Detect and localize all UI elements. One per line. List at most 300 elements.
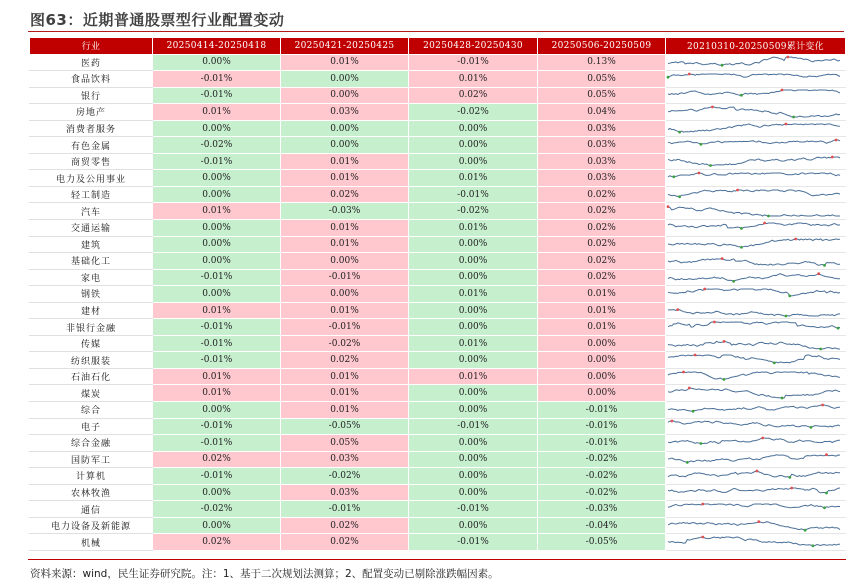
table-row (30, 534, 846, 551)
sparkline-graphic (666, 105, 842, 119)
change-cell-3: 0.00% (409, 153, 538, 170)
change-cell-3: 0.01% (409, 71, 538, 88)
sparkline-graphic (666, 337, 842, 351)
sparkline-high-marker (713, 321, 716, 324)
table-row (30, 286, 846, 303)
change-cell-2: 0.00% (281, 286, 409, 303)
change-cell-3: -0.01% (409, 186, 538, 203)
cumulative-sparkline-cell (666, 269, 846, 286)
change-cell-1: 0.01% (153, 104, 281, 121)
table-row (30, 335, 846, 352)
sparkline-graphic (666, 353, 842, 367)
change-cell-2: -0.02% (281, 335, 409, 352)
sparkline-low-marker (825, 491, 828, 494)
header-week-3: 20250428-20250430 (409, 38, 538, 55)
change-cell-4: 0.02% (538, 269, 666, 286)
cumulative-sparkline-cell (666, 402, 846, 419)
change-cell-4: 0.05% (538, 71, 666, 88)
sparkline-high-marker (694, 354, 697, 357)
change-cell-3: 0.00% (409, 319, 538, 336)
sparkline-graphic (666, 386, 842, 400)
change-cell-1: -0.02% (153, 501, 281, 518)
sparkline-high-marker (688, 387, 691, 390)
industry-cell: 银行 (30, 87, 153, 104)
change-cell-3: 0.01% (409, 286, 538, 303)
table-row (30, 54, 846, 71)
change-cell-2: 0.01% (281, 368, 409, 385)
sparkline-graphic (666, 320, 842, 334)
change-cell-4: 0.02% (538, 186, 666, 203)
industry-cell: 建筑 (30, 236, 153, 253)
table-row (30, 104, 846, 121)
sparkline-low-marker (672, 176, 675, 179)
change-cell-3: 0.00% (409, 402, 538, 419)
table-row (30, 368, 846, 385)
sparkline-graphic (666, 171, 842, 185)
sparkline-path (668, 274, 840, 282)
cumulative-sparkline-cell (666, 71, 846, 88)
industry-cell: 建材 (30, 302, 153, 319)
change-cell-1: -0.01% (153, 269, 281, 286)
header-week-1: 20250414-20250418 (153, 38, 281, 55)
sparkline-low-marker (785, 314, 788, 317)
table-row (30, 87, 846, 104)
sparkline-path (668, 537, 840, 546)
change-cell-4: 0.01% (538, 286, 666, 303)
industry-cell: 基础化工 (30, 253, 153, 270)
sparkline-low-marker (823, 506, 826, 509)
sparkline-graphic (666, 419, 842, 433)
change-cell-3: 0.00% (409, 385, 538, 402)
change-cell-3: 0.00% (409, 484, 538, 501)
sparkline-path (668, 173, 840, 177)
sparkline-high-marker (676, 308, 679, 311)
table-row (30, 517, 846, 534)
change-cell-4: 0.01% (538, 302, 666, 319)
sparkline-path (668, 521, 840, 530)
change-cell-4: 0.00% (538, 385, 666, 402)
sparkline-graphic (666, 370, 842, 384)
cumulative-sparkline-cell (666, 87, 846, 104)
change-cell-2: 0.01% (281, 385, 409, 402)
header-week-2: 20250421-20250425 (281, 38, 409, 55)
cumulative-sparkline-cell (666, 534, 846, 551)
table-row (30, 435, 846, 452)
table-row (30, 137, 846, 154)
sparkline-path (668, 438, 840, 444)
change-cell-2: 0.00% (281, 71, 409, 88)
industry-cell: 通信 (30, 501, 153, 518)
sparkline-graphic (666, 270, 842, 284)
change-cell-1: 0.00% (153, 253, 281, 270)
table-row (30, 269, 846, 286)
cumulative-sparkline-cell (666, 286, 846, 303)
industry-cell: 有色金属 (30, 137, 153, 154)
change-cell-1: -0.01% (153, 418, 281, 435)
change-cell-2: 0.00% (281, 120, 409, 137)
table-row (30, 302, 846, 319)
industry-cell: 钢铁 (30, 286, 153, 303)
sparkline-path (668, 289, 840, 296)
sparkline-high-marker (701, 503, 704, 506)
table-row (30, 385, 846, 402)
sparkline-low-marker (732, 280, 735, 283)
change-cell-2: 0.02% (281, 534, 409, 551)
change-cell-3: -0.01% (409, 534, 538, 551)
sparkline-graphic (666, 254, 842, 268)
table-row (30, 120, 846, 137)
cumulative-sparkline-cell (666, 385, 846, 402)
sparkline-graphic (666, 304, 842, 318)
table-row (30, 468, 846, 485)
industry-cell: 传媒 (30, 335, 153, 352)
sparkline-graphic (666, 452, 842, 466)
cumulative-sparkline-cell (666, 352, 846, 369)
sparkline-low-marker (700, 143, 703, 146)
change-cell-2: 0.02% (281, 186, 409, 203)
sparkline-path (668, 388, 840, 398)
sparkline-high-marker (667, 205, 670, 208)
table-row (30, 236, 846, 253)
change-cell-1: 0.00% (153, 120, 281, 137)
sparkline-path (668, 372, 840, 379)
sparkline-low-marker (686, 461, 689, 464)
cumulative-sparkline-cell (666, 120, 846, 137)
change-cell-4: 0.00% (538, 335, 666, 352)
cumulative-sparkline-cell (666, 319, 846, 336)
sparkline-path (668, 455, 840, 463)
sparkline-path (668, 309, 840, 315)
sparkline-path (668, 207, 840, 216)
table-row (30, 71, 846, 88)
cumulative-sparkline-cell (666, 335, 846, 352)
change-cell-4: -0.03% (538, 501, 666, 518)
change-cell-2: 0.01% (281, 220, 409, 237)
sparkline-low-marker (788, 294, 791, 297)
cumulative-sparkline-cell (666, 484, 846, 501)
table-row (30, 418, 846, 435)
industry-cell: 综合 (30, 402, 153, 419)
header-cumulative: 20210310-20250509累计变化 (666, 38, 846, 55)
cumulative-sparkline-cell (666, 468, 846, 485)
change-cell-4: 0.02% (538, 220, 666, 237)
change-cell-3: 0.01% (409, 170, 538, 187)
sparkline-low-marker (740, 94, 743, 97)
industry-cell: 电子 (30, 418, 153, 435)
change-cell-1: -0.02% (153, 137, 281, 154)
header-row (30, 38, 846, 55)
table-row (30, 319, 846, 336)
change-cell-3: 0.00% (409, 269, 538, 286)
change-cell-4: -0.02% (538, 468, 666, 485)
change-cell-4: 0.13% (538, 54, 666, 71)
change-cell-2: -0.01% (281, 319, 409, 336)
industry-cell: 国防军工 (30, 451, 153, 468)
sparkline-graphic (666, 403, 842, 417)
industry-cell: 医药 (30, 54, 153, 71)
change-cell-1: 0.00% (153, 186, 281, 203)
sparkline-graphic (666, 138, 842, 152)
sparkline-graphic (666, 188, 842, 202)
industry-cell: 商贸零售 (30, 153, 153, 170)
cumulative-sparkline-cell (666, 451, 846, 468)
sparkline-high-marker (671, 420, 674, 423)
change-cell-3: 0.00% (409, 517, 538, 534)
change-cell-2: 0.03% (281, 104, 409, 121)
sparkline-high-marker (701, 536, 704, 539)
sparkline-high-marker (790, 486, 793, 489)
change-cell-4: 0.00% (538, 368, 666, 385)
change-cell-1: -0.01% (153, 335, 281, 352)
cumulative-sparkline-cell (666, 54, 846, 71)
sparkline-low-marker (709, 164, 712, 167)
sparkline-graphic (666, 55, 842, 69)
allocation-table (29, 37, 846, 551)
industry-cell: 机械 (30, 534, 153, 551)
sparkline-low-marker (812, 545, 815, 548)
change-cell-3: 0.00% (409, 253, 538, 270)
change-cell-3: 0.00% (409, 137, 538, 154)
change-cell-1: 0.01% (153, 203, 281, 220)
sparkline-low-marker (788, 476, 791, 479)
sparkline-high-marker (817, 273, 820, 276)
sparkline-low-marker (819, 347, 822, 350)
change-cell-3: -0.01% (409, 54, 538, 71)
change-cell-4: 0.03% (538, 137, 666, 154)
industry-cell: 房地产 (30, 104, 153, 121)
sparkline-graphic (666, 204, 842, 218)
change-cell-3: -0.01% (409, 501, 538, 518)
sparkline-high-marker (835, 139, 838, 142)
change-cell-1: 0.00% (153, 484, 281, 501)
change-cell-1: 0.00% (153, 402, 281, 419)
change-cell-2: 0.00% (281, 87, 409, 104)
change-cell-1: 0.01% (153, 302, 281, 319)
sparkline-high-marker (688, 72, 691, 75)
change-cell-4: 0.03% (538, 170, 666, 187)
cumulative-sparkline-cell (666, 220, 846, 237)
change-cell-2: -0.03% (281, 203, 409, 220)
change-cell-3: 0.01% (409, 368, 538, 385)
change-cell-2: 0.00% (281, 137, 409, 154)
sparkline-high-marker (703, 288, 706, 291)
sparkline-high-marker (698, 172, 701, 175)
industry-cell: 电力及公用事业 (30, 170, 153, 187)
sparkline-graphic (666, 436, 842, 450)
sparkline-low-marker (773, 362, 776, 365)
change-cell-3: 0.00% (409, 468, 538, 485)
sparkline-path (668, 57, 840, 65)
change-cell-1: 0.01% (153, 385, 281, 402)
sparkline-graphic (666, 519, 842, 533)
change-cell-4: 0.05% (538, 87, 666, 104)
sparkline-graphic (666, 237, 842, 251)
sparkline-graphic (666, 221, 842, 235)
change-cell-3: 0.00% (409, 236, 538, 253)
sparkline-path (668, 90, 840, 95)
sparkline-high-marker (723, 340, 726, 343)
industry-cell: 煤炭 (30, 385, 153, 402)
change-cell-2: 0.01% (281, 402, 409, 419)
figure-title: 图63：近期普通股票型行业配置变动 (30, 11, 285, 29)
change-cell-4: -0.01% (538, 435, 666, 452)
sparkline-high-marker (736, 188, 739, 191)
change-cell-2: -0.01% (281, 501, 409, 518)
change-cell-2: 0.01% (281, 236, 409, 253)
sparkline-path (668, 341, 840, 349)
sparkline-high-marker (821, 403, 824, 406)
sparkline-high-marker (781, 89, 784, 92)
sparkline-graphic (666, 469, 842, 483)
change-cell-1: 0.00% (153, 286, 281, 303)
table-row (30, 186, 846, 203)
sparkline-path (668, 239, 840, 247)
sparkline-graphic (666, 122, 842, 136)
change-cell-4: 0.01% (538, 319, 666, 336)
sparkline-path (668, 471, 840, 477)
change-cell-4: 0.00% (538, 352, 666, 369)
cumulative-sparkline-cell (666, 253, 846, 270)
sparkline-high-marker (786, 56, 789, 59)
industry-cell: 综合金融 (30, 435, 153, 452)
cumulative-sparkline-cell (666, 153, 846, 170)
sparkline-high-marker (757, 520, 760, 523)
sparkline-low-marker (810, 426, 813, 429)
sparkline-high-marker (682, 370, 685, 373)
change-cell-4: 0.02% (538, 203, 666, 220)
change-cell-3: 0.00% (409, 435, 538, 452)
sparkline-graphic (666, 72, 842, 86)
change-cell-4: 0.03% (538, 153, 666, 170)
change-cell-2: 0.00% (281, 253, 409, 270)
change-cell-3: 0.00% (409, 451, 538, 468)
change-cell-4: -0.02% (538, 484, 666, 501)
change-cell-4: -0.04% (538, 517, 666, 534)
change-cell-1: -0.01% (153, 468, 281, 485)
sparkline-low-marker (804, 528, 807, 531)
cumulative-sparkline-cell (666, 517, 846, 534)
industry-cell: 消费者服务 (30, 120, 153, 137)
sparkline-path (668, 74, 840, 77)
change-cell-2: -0.02% (281, 468, 409, 485)
sparkline-low-marker (678, 130, 681, 133)
industry-cell: 农林牧渔 (30, 484, 153, 501)
sparkline-graphic (666, 88, 842, 102)
sparkline-low-marker (823, 264, 826, 267)
change-cell-2: 0.03% (281, 451, 409, 468)
sparkline-path (668, 190, 840, 197)
change-cell-4: -0.02% (538, 451, 666, 468)
table-row (30, 203, 846, 220)
sparkline-low-marker (837, 327, 840, 330)
cumulative-sparkline-cell (666, 203, 846, 220)
change-cell-2: 0.02% (281, 352, 409, 369)
change-cell-3: 0.02% (409, 87, 538, 104)
cumulative-sparkline-cell (666, 137, 846, 154)
sparkline-path (668, 157, 840, 166)
change-cell-3: -0.02% (409, 104, 538, 121)
industry-cell: 轻工制造 (30, 186, 153, 203)
title-underline (28, 31, 844, 32)
sparkline-low-marker (792, 116, 795, 119)
sparkline-path (668, 421, 840, 427)
change-cell-1: 0.00% (153, 54, 281, 71)
table-row (30, 402, 846, 419)
sparkline-high-marker (825, 454, 828, 457)
change-cell-1: -0.01% (153, 352, 281, 369)
sparkline-low-marker (667, 76, 670, 79)
sparkline-graphic (666, 155, 842, 169)
change-cell-1: -0.01% (153, 71, 281, 88)
change-cell-4: 0.03% (538, 120, 666, 137)
sparkline-high-marker (761, 436, 764, 439)
sparkline-graphic (666, 287, 842, 301)
cumulative-sparkline-cell (666, 186, 846, 203)
table-row (30, 484, 846, 501)
source-note: 资料来源：wind，民生证券研究院。注：1、基于二次规划法测算；2、配置变动已剔除涨跌幅因素。 (30, 568, 499, 580)
cumulative-sparkline-cell (666, 302, 846, 319)
sparkline-high-marker (711, 106, 714, 109)
header-week-4: 20250506-20250509 (538, 38, 666, 55)
change-cell-2: 0.03% (281, 484, 409, 501)
sparkline-high-marker (831, 155, 834, 158)
change-cell-1: 0.00% (153, 517, 281, 534)
change-cell-3: 0.01% (409, 335, 538, 352)
change-cell-4: 0.02% (538, 253, 666, 270)
sparkline-graphic (666, 535, 842, 549)
sparkline-path (668, 107, 840, 117)
change-cell-2: 0.01% (281, 302, 409, 319)
cumulative-sparkline-cell (666, 170, 846, 187)
change-cell-2: 0.05% (281, 435, 409, 452)
table-row (30, 220, 846, 237)
industry-cell: 汽车 (30, 203, 153, 220)
change-cell-1: 0.01% (153, 368, 281, 385)
sparkline-low-marker (781, 397, 784, 400)
industry-cell: 计算机 (30, 468, 153, 485)
change-cell-2: -0.01% (281, 269, 409, 286)
change-cell-1: -0.01% (153, 319, 281, 336)
change-cell-2: 0.01% (281, 170, 409, 187)
sparkline-low-marker (740, 227, 743, 230)
sparkline-graphic (666, 486, 842, 500)
sparkline-low-marker (767, 215, 770, 218)
sparkline-high-marker (756, 470, 759, 473)
change-cell-3: -0.01% (409, 418, 538, 435)
change-cell-2: 0.01% (281, 153, 409, 170)
sparkline-low-marker (678, 195, 681, 198)
change-cell-3: 0.00% (409, 352, 538, 369)
cumulative-sparkline-cell (666, 418, 846, 435)
change-cell-2: 0.02% (281, 517, 409, 534)
sparkline-high-marker (794, 238, 797, 241)
industry-cell: 电力设备及新能源 (30, 517, 153, 534)
header-industry: 行业 (30, 38, 153, 55)
change-cell-3: 0.01% (409, 220, 538, 237)
change-cell-1: -0.01% (153, 435, 281, 452)
change-cell-4: -0.01% (538, 418, 666, 435)
sparkline-path (668, 258, 840, 265)
industry-cell: 交通运输 (30, 220, 153, 237)
footer-rule (28, 559, 846, 560)
cumulative-sparkline-cell (666, 368, 846, 385)
table-row (30, 352, 846, 369)
sparkline-low-marker (723, 378, 726, 381)
sparkline-graphic (666, 502, 842, 516)
cumulative-sparkline-cell (666, 236, 846, 253)
sparkline-path (668, 140, 840, 144)
sparkline-path (668, 322, 840, 328)
